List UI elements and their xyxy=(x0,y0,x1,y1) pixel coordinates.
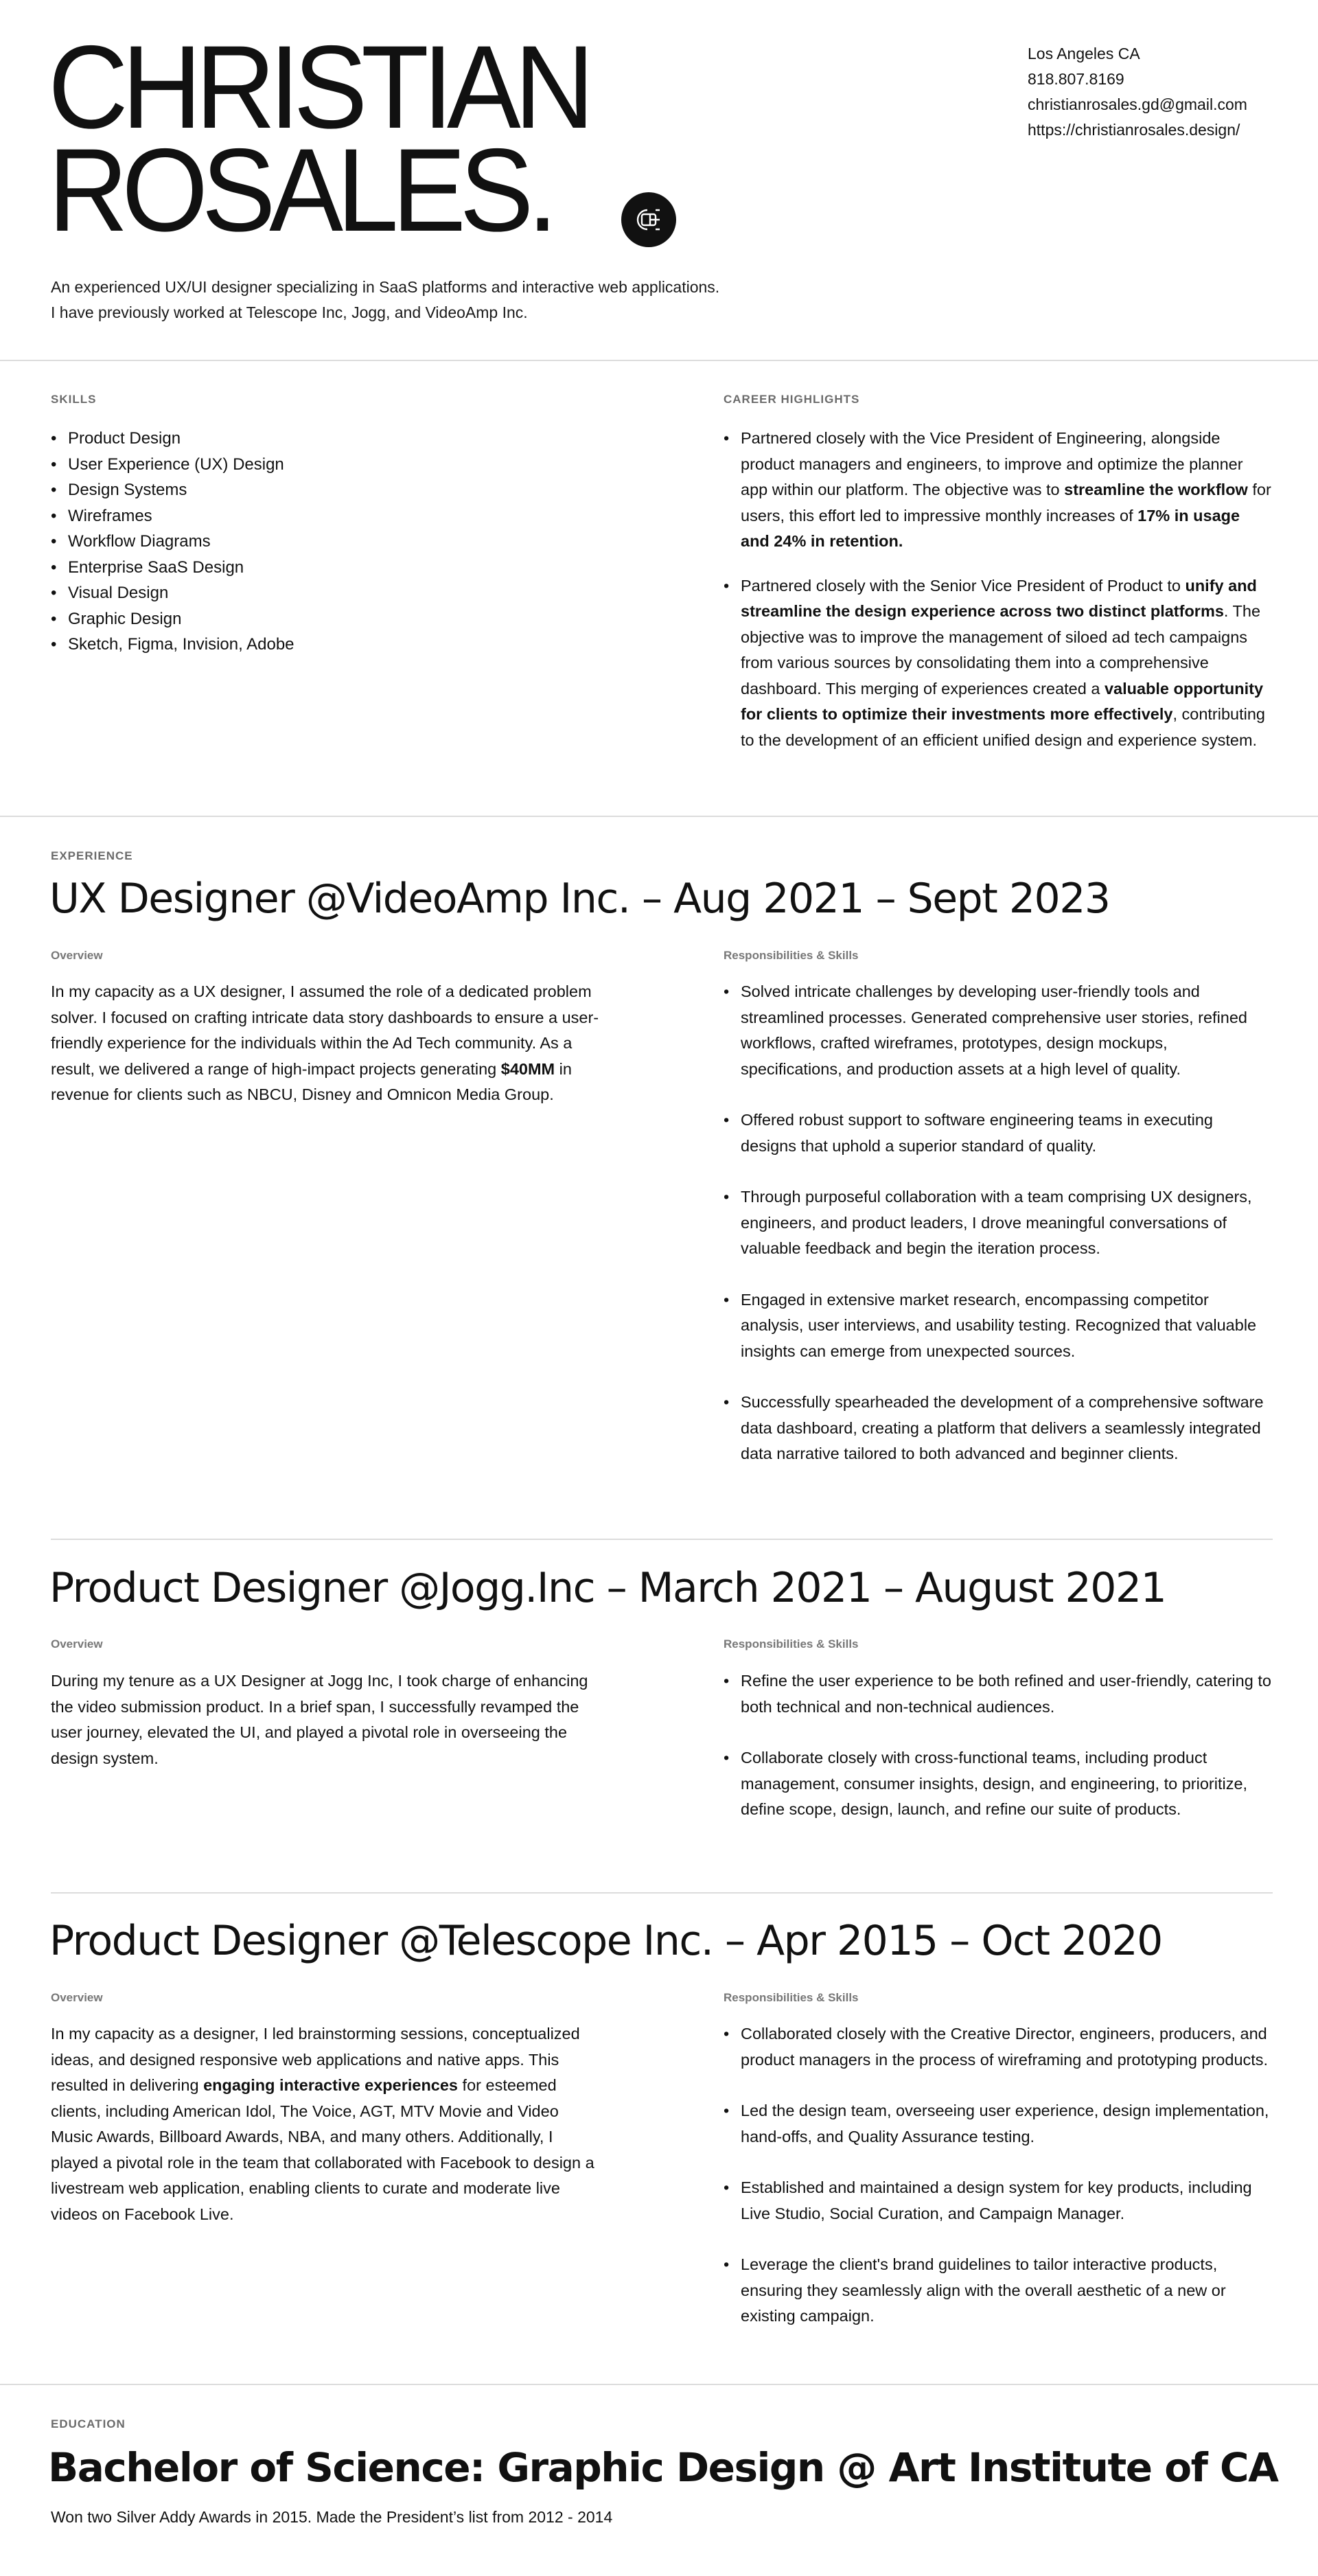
job-title-jogg: Product Designer @Jogg.Inc – March 2021 – August 2021 xyxy=(49,1564,1166,1612)
job-title-telescope: Product Designer @Telescope Inc. – Apr 2015 – Oct 2020 xyxy=(49,1917,1162,1965)
contact-block xyxy=(1028,41,1247,143)
name-title xyxy=(48,21,588,256)
section-divider xyxy=(0,816,1318,817)
responsibilities-list-jogg xyxy=(724,1668,1273,1848)
intro-summary: An experienced UX/UI designer specializing in SaaS platforms and interactive web applications. I have previously worked at Telescope Inc, Jogg, and VideoAmp Inc. xyxy=(51,278,720,321)
education-degree: Bachelor of Science: Graphic Design @ Art Institute of CA xyxy=(48,2444,1278,2491)
overview-label: Overview xyxy=(51,949,103,962)
list-item: • Graphic Design xyxy=(51,606,294,632)
education-awards: Won two Silver Addy Awards in 2015. Made the President’s list from 2012 - 2014 xyxy=(51,2508,613,2526)
section-divider xyxy=(0,360,1318,361)
list-item: • Collaborate closely with cross-functional teams, including product management, consumer insights, design, and engineering, to prioritize, define scope, design, launch, and refine our suite of products. xyxy=(724,1745,1273,1823)
list-item: • Partnered closely with the Senior Vice President of Product to unify and streamline the design experience across two distinct platforms. The objective was to improve the management of siloed ad tech campaigns from various sources by consolidating them into a comprehensive dashboard. This merging of experiences created a valuable opportunity for clients to optimize their investments more effectively, contributing to the development of an efficient unified design and experience system. xyxy=(724,573,1273,754)
responsibilities-label: Responsibilities & Skills xyxy=(724,1637,859,1651)
job-title-videoamp: UX Designer @VideoAmp Inc. – Aug 2021 – Sept 2023 xyxy=(49,875,1110,923)
career-highlights-heading: CAREER HIGHLIGHTS xyxy=(724,393,860,406)
list-item: • Offered robust support to software engineering teams in executing designs that uphold a superior standard of quality. xyxy=(724,1107,1273,1159)
contact-website[interactable]: https://christianrosales.design/ xyxy=(1028,121,1240,139)
list-item: • Sketch, Figma, Invision, Adobe xyxy=(51,632,294,658)
education-heading: EDUCATION xyxy=(51,2417,126,2430)
list-item: • Through purposeful collaboration with a team comprising UX designers, engineers, and product leaders, I drove meaningful conversations of valuable feedback and begin the iteration process. xyxy=(724,1184,1273,1262)
name-line-1: CHRISTIAN xyxy=(48,21,588,153)
name-line-2: ROSALES. xyxy=(48,124,552,256)
overview-label: Overview xyxy=(51,1991,103,2004)
list-item: • Visual Design xyxy=(51,580,294,606)
career-highlights-list xyxy=(724,426,1273,772)
list-item: • Workflow Diagrams xyxy=(51,529,294,555)
list-item: • Wireframes xyxy=(51,503,294,529)
experience-heading: EXPERIENCE xyxy=(51,849,133,862)
monogram-logo-icon xyxy=(621,192,676,247)
list-item: • Product Design xyxy=(51,426,294,452)
resume-header xyxy=(0,0,1318,360)
list-item: • Solved intricate challenges by developing user-friendly tools and streamlined processes. Generated comprehensive user stories, refined workflows, crafted wireframes, prototypes, design mockups, specifications, and production assets at a high level of quality. xyxy=(724,979,1273,1082)
section-divider xyxy=(0,2384,1318,2385)
list-item: • User Experience (UX) Design xyxy=(51,452,294,478)
responsibilities-label: Responsibilities & Skills xyxy=(724,949,859,962)
contact-phone[interactable]: 818.807.8169 xyxy=(1028,70,1124,88)
list-item: • Leverage the client's brand guidelines to tailor interactive products, ensuring they seamlessly align with the overall aesthetic of a new or existing campaign. xyxy=(724,2252,1273,2330)
list-item: • Refine the user experience to be both refined and user-friendly, catering to both technical and non-technical audiences. xyxy=(724,1668,1273,1720)
responsibilities-label: Responsibilities & Skills xyxy=(724,1991,859,2004)
list-item: • Established and maintained a design system for key products, including Live Studio, Social Curation, and Campaign Manager. xyxy=(724,2175,1273,2227)
list-item: • Led the design team, overseeing user experience, design implementation, hand-offs, and Quality Assurance testing. xyxy=(724,2098,1273,2150)
list-item: • Design Systems xyxy=(51,477,294,503)
job-overview-telescope: In my capacity as a designer, I led brainstorming sessions, conceptualized ideas, and designed responsive web applications and native apps. This resulted in delivering engaging interactive experiences for esteemed clients, including American Idol, The Voice, AGT, MTV Movie and Video Music Awards, Billboard Awards, NBA, and many others. Additionally, I played a pivotal role in the team that collaborated with Facebook to design a livestream web application, enabling clients to curate and moderate live videos on Facebook Live. xyxy=(51,2025,594,2223)
contact-location: Los Angeles CA xyxy=(1028,45,1140,62)
job-overview-jogg: During my tenure as a UX Designer at Jogg Inc, I took charge of enhancing the video submission product. In a brief span, I successfully revamped the user journey, elevated the UI, and played a pivotal role in overseeing the design system. xyxy=(51,1672,588,1767)
list-item: • Engaged in extensive market research, encompassing competitor analysis, user interviews, and usability testing. Recognized that valuable insights can emerge from unexpected sources. xyxy=(724,1287,1273,1365)
list-item: • Collaborated closely with the Creative Director, engineers, producers, and product managers in the process of wireframing and prototyping products. xyxy=(724,2021,1273,2073)
overview-label: Overview xyxy=(51,1637,103,1651)
list-item: • Partnered closely with the Vice President of Engineering, alongside product managers and engineers, to improve and optimize the planner app within our platform. The objective was to streamline the workflow for users, this effort led to impressive monthly increases of 17% in usage and 24% in retention. xyxy=(724,426,1273,555)
list-item: • Enterprise SaaS Design xyxy=(51,555,294,581)
responsibilities-list-telescope xyxy=(724,2021,1273,2355)
list-item: • Successfully spearheaded the development of a comprehensive software data dashboard, creating a platform that delivers a seamlessly integrated data narrative tailored to both advanced and beginner clients. xyxy=(724,1390,1273,1467)
monogram-logo-glyph xyxy=(632,206,665,233)
job-overview-videoamp: In my capacity as a UX designer, I assumed the role of a dedicated problem solver. I focused on crafting intricate data story dashboards to ensure a user-friendly experience for the individuals within the Ad Tech community. As a result, we delivered a range of high-impact projects generating $40MM in revenue for clients such as NBCU, Disney and Omnicon Media Group. xyxy=(51,982,599,1103)
job-divider xyxy=(51,1539,1273,1540)
skills-list xyxy=(51,426,294,658)
job-divider xyxy=(51,1892,1273,1894)
responsibilities-list-videoamp xyxy=(724,979,1273,1493)
skills-heading: SKILLS xyxy=(51,393,97,406)
contact-email[interactable]: christianrosales.gd@gmail.com xyxy=(1028,95,1247,113)
